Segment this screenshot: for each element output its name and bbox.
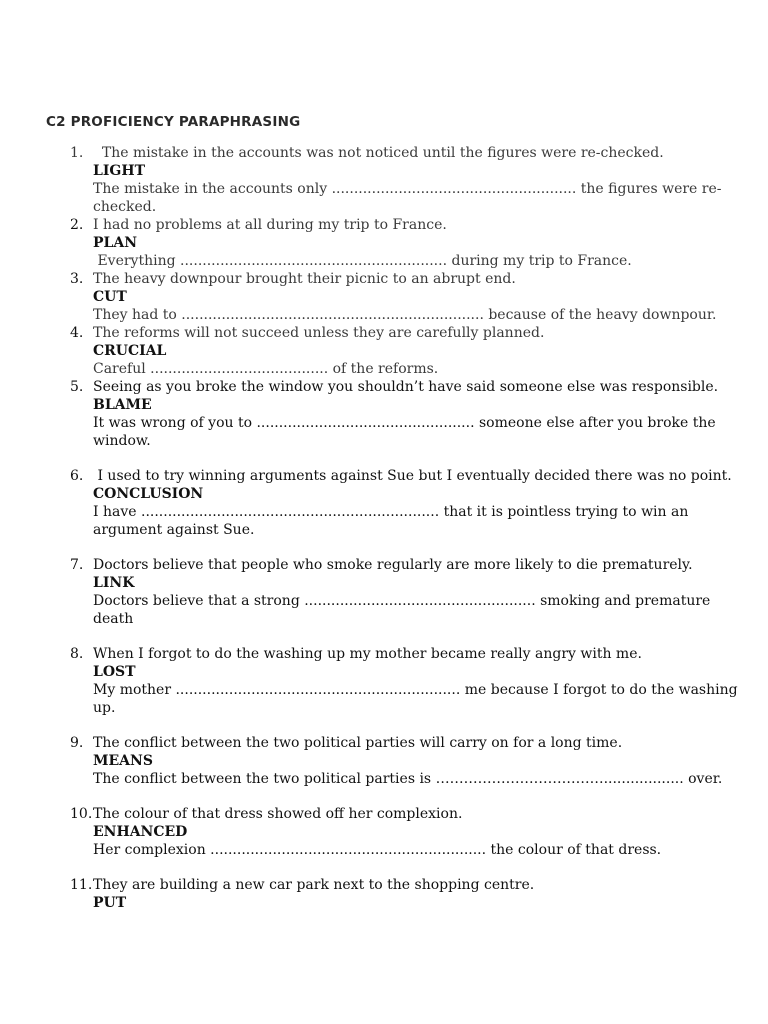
exercise-item-3 — [70, 270, 753, 324]
rewrite-sentence: Everything ............................................................ during my trip to France. — [93, 253, 632, 269]
item-number: 4. — [70, 325, 84, 341]
original-sentence: The reforms will not succeed unless they are carefully planned. — [93, 325, 545, 341]
keyword: ENHANCED — [93, 824, 188, 840]
rewrite-sentence: The conflict between the two political parties is ……………………………….................. over. — [93, 771, 723, 787]
keyword: LINK — [93, 575, 135, 591]
original-sentence: The conflict between the two political parties will carry on for a long time. — [93, 735, 623, 751]
keyword: BLAME — [93, 397, 152, 413]
original-sentence: I had no problems at all during my trip to France. — [93, 217, 447, 233]
original-sentence: I used to try winning arguments against Sue but I eventually decided there was no point. — [93, 468, 732, 484]
item-number: 8. — [70, 646, 84, 662]
original-sentence: They are building a new car park next to the shopping centre. — [93, 877, 535, 893]
original-sentence: The colour of that dress showed off her complexion. — [93, 806, 463, 822]
exercise-item-8 — [70, 645, 753, 717]
original-sentence: When I forgot to do the washing up my mother became really angry with me. — [93, 646, 642, 662]
keyword: PUT — [93, 895, 127, 911]
exercise-item-11 — [70, 876, 753, 912]
exercise-item-10 — [70, 805, 753, 859]
original-sentence: Doctors believe that people who smoke regularly are more likely to die prematurely. — [93, 557, 693, 573]
exercise-item-6 — [70, 467, 753, 539]
original-sentence: The mistake in the accounts was not noticed until the figures were re-checked. — [93, 145, 664, 161]
rewrite-sentence: They had to .................................................................... because of the heavy downpour. — [93, 307, 717, 323]
exercise-item-1 — [70, 144, 753, 216]
exercise-item-9 — [70, 734, 753, 788]
keyword: PLAN — [93, 235, 138, 251]
exercise-list — [0, 144, 768, 912]
item-number: 6. — [70, 468, 84, 484]
keyword: CONCLUSION — [93, 486, 204, 502]
keyword: LOST — [93, 664, 136, 680]
rewrite-sentence: Doctors believe that a strong .................................................... smoking and premature death — [93, 593, 711, 627]
item-number: 3. — [70, 271, 84, 287]
item-number: 5. — [70, 379, 84, 395]
rewrite-sentence: Her complexion .............................................................. the colour of that dress. — [93, 842, 662, 858]
rewrite-sentence: My mother ................................................................ me because I forgot to do the washing up. — [93, 682, 738, 716]
item-number: 9. — [70, 735, 84, 751]
item-number: 7. — [70, 557, 84, 573]
rewrite-sentence: The mistake in the accounts only ....................................................... the figures were re-checked. — [93, 181, 722, 215]
exercise-item-5 — [70, 378, 753, 450]
item-number: 2. — [70, 217, 84, 233]
keyword: MEANS — [93, 753, 153, 769]
exercise-item-4 — [70, 324, 753, 378]
page-title: C2 PROFICIENCY PARAPHRASING — [46, 114, 301, 130]
exercise-item-2 — [70, 216, 753, 270]
original-sentence: Seeing as you broke the window you shouldn’t have said someone else was responsible. — [93, 379, 719, 395]
keyword: CRUCIAL — [93, 343, 167, 359]
exercise-item-7 — [70, 556, 753, 628]
item-number: 11. — [70, 877, 93, 893]
item-number: 10. — [70, 806, 93, 822]
original-sentence: The heavy downpour brought their picnic to an abrupt end. — [93, 271, 516, 287]
rewrite-sentence: Careful ........................................ of the reforms. — [93, 361, 439, 377]
keyword: CUT — [93, 289, 127, 305]
rewrite-sentence: I have ................................................................... that it is pointless trying to win an argument against Sue. — [93, 504, 689, 538]
rewrite-sentence: It was wrong of you to ................................................. someone else after you broke the window. — [93, 415, 716, 449]
item-number: 1. — [70, 145, 84, 161]
keyword: LIGHT — [93, 163, 145, 179]
